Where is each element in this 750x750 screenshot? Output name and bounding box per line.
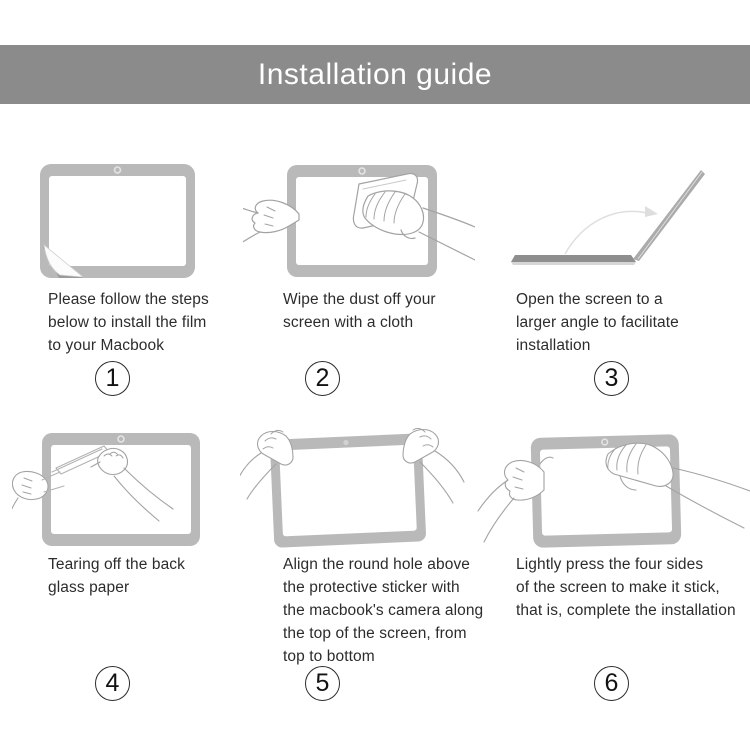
screen-with-peeling-film-corner-icon xyxy=(39,161,197,283)
hand-pressing-screen-icon xyxy=(470,420,750,558)
step-5-number-badge: 5 xyxy=(305,666,340,701)
step-5-text: Align the round hole above the protective sticker with the macbook's camera along the top of the screen, from top to bottom xyxy=(283,556,484,665)
step-4-text: Tearing off the back glass paper xyxy=(48,556,185,596)
hands-wiping-screen-with-cloth-icon xyxy=(243,156,475,288)
step-3-text: Open the screen to a larger angle to facilitate installation xyxy=(516,291,679,354)
banner xyxy=(0,45,750,104)
step-1-number-badge: 1 xyxy=(95,361,130,396)
step-4-number-badge: 4 xyxy=(95,666,130,701)
laptop-open-side-view-icon xyxy=(505,162,743,270)
hands-aligning-film-icon xyxy=(240,424,480,558)
step-3-number-badge: 3 xyxy=(594,361,629,396)
step-1-text: Please follow the steps below to install the film to your Macbook xyxy=(48,291,209,354)
step-6-number-badge: 6 xyxy=(594,666,629,701)
hands-tearing-back-paper-icon xyxy=(12,428,218,554)
page-title: Installation guide xyxy=(257,57,493,91)
step-2-text: Wipe the dust off your screen with a cloth xyxy=(283,291,436,331)
step-6-text: Lightly press the four sides of the screen to make it stick, that is, complete the installation xyxy=(516,556,736,619)
step-2-number-badge: 2 xyxy=(305,361,340,396)
